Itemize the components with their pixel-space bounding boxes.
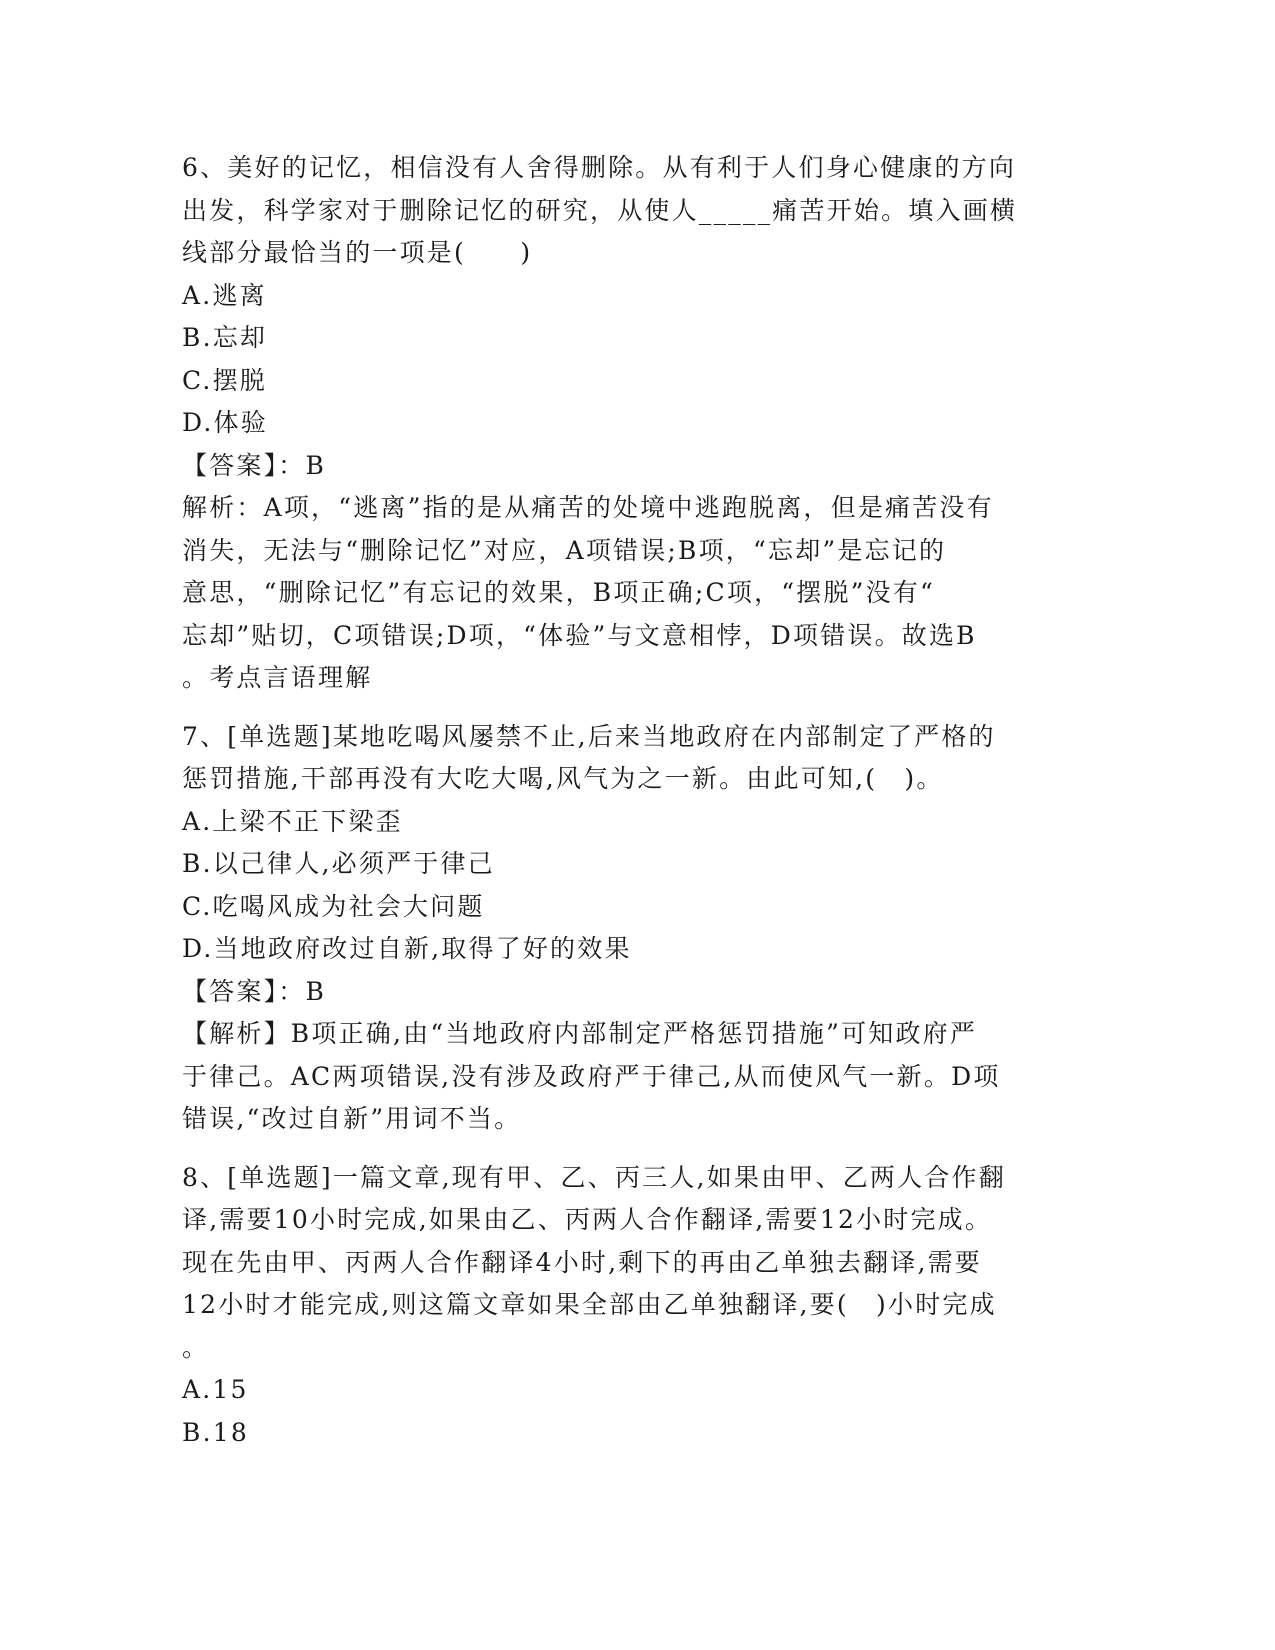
question-stem-line: 惩罚措施,干部再没有大吃大喝,风气为之一新。由此可知,( )。 — [182, 764, 944, 793]
analysis-line: 解析：A项，“逃离”指的是从痛苦的处境中逃跑脱离，但是痛苦没有 — [182, 493, 994, 522]
analysis-line: 消失，无法与“删除记忆”对应，A项错误;B项，“忘却”是忘记的 — [182, 535, 947, 565]
question-stem-line: 12小时才能完成,则这篇文章如果全部由乙单独翻译,要( )小时完成 — [182, 1290, 997, 1319]
document-page — [182, 147, 1087, 1454]
analysis-line: 忘却”贴切，C项错误;D项，“体验”与文意相悖，D项错误。故选B — [182, 620, 977, 650]
analysis-line: 【解析】B项正确,由“当地政府内部制定严格惩罚措施”可知政府严 — [182, 1019, 978, 1048]
question-stem-line: 出发，科学家对于删除记忆的研究，从使人_____痛苦开始。填入画横 — [182, 195, 1018, 225]
analysis-line: 。考点言语理解 — [182, 663, 373, 692]
option-b: B.18 — [182, 1417, 249, 1447]
analysis-line: 错误,“改过自新”用词不当。 — [182, 1104, 522, 1133]
question-stem-line: 现在先由甲、丙两人合作翻译4小时,剩下的再由乙单独去翻译,需要 — [182, 1247, 983, 1277]
option-d: D.体验 — [182, 408, 268, 437]
option-a: A.15 — [182, 1375, 249, 1404]
option-b: B.以己律人,必须严于律己 — [182, 849, 495, 878]
option-b: B.忘却 — [182, 323, 268, 352]
option-a: A.上梁不正下梁歪 — [182, 806, 403, 836]
analysis-line: 意思，“删除记忆”有忘记的效果，B项正确;C项，“摆脱”没有“ — [182, 578, 936, 607]
question-8 — [182, 1157, 1087, 1455]
question-stem-line: 6、美好的记忆，相信没有人舍得删除。从有利于人们身心健康的方向 — [182, 153, 1017, 182]
question-stem-line: 线部分最恰当的一项是( ) — [182, 238, 533, 267]
question-stem-line: 8、[单选题]一篇文章,现有甲、乙、丙三人,如果由甲、乙两人合作翻 — [182, 1162, 1006, 1192]
question-spacer — [182, 700, 1087, 716]
answer-line: 【答案】：B — [182, 976, 327, 1006]
analysis-line: 于律己。AC两项错误,没有涉及政府严于律己,从而使风气一新。D项 — [182, 1061, 1001, 1091]
question-stem-line: 。 — [182, 1332, 210, 1362]
option-d: D.当地政府改过自新,取得了好的效果 — [182, 934, 632, 963]
answer-line: 【答案】：B — [182, 450, 327, 480]
question-6 — [182, 147, 1087, 700]
question-7 — [182, 716, 1087, 1141]
question-stem-line: 7、[单选题]某地吃喝风屡禁不止,后来当地政府在内部制定了严格的 — [182, 721, 996, 751]
question-stem-line: 译,需要10小时完成,如果由乙、丙两人合作翻译,需要12小时完成。 — [182, 1205, 993, 1234]
question-spacer — [182, 1141, 1087, 1157]
option-c: C.吃喝风成为社会大问题 — [182, 891, 485, 921]
option-c: C.摆脱 — [182, 365, 267, 395]
option-a: A.逃离 — [182, 280, 267, 310]
